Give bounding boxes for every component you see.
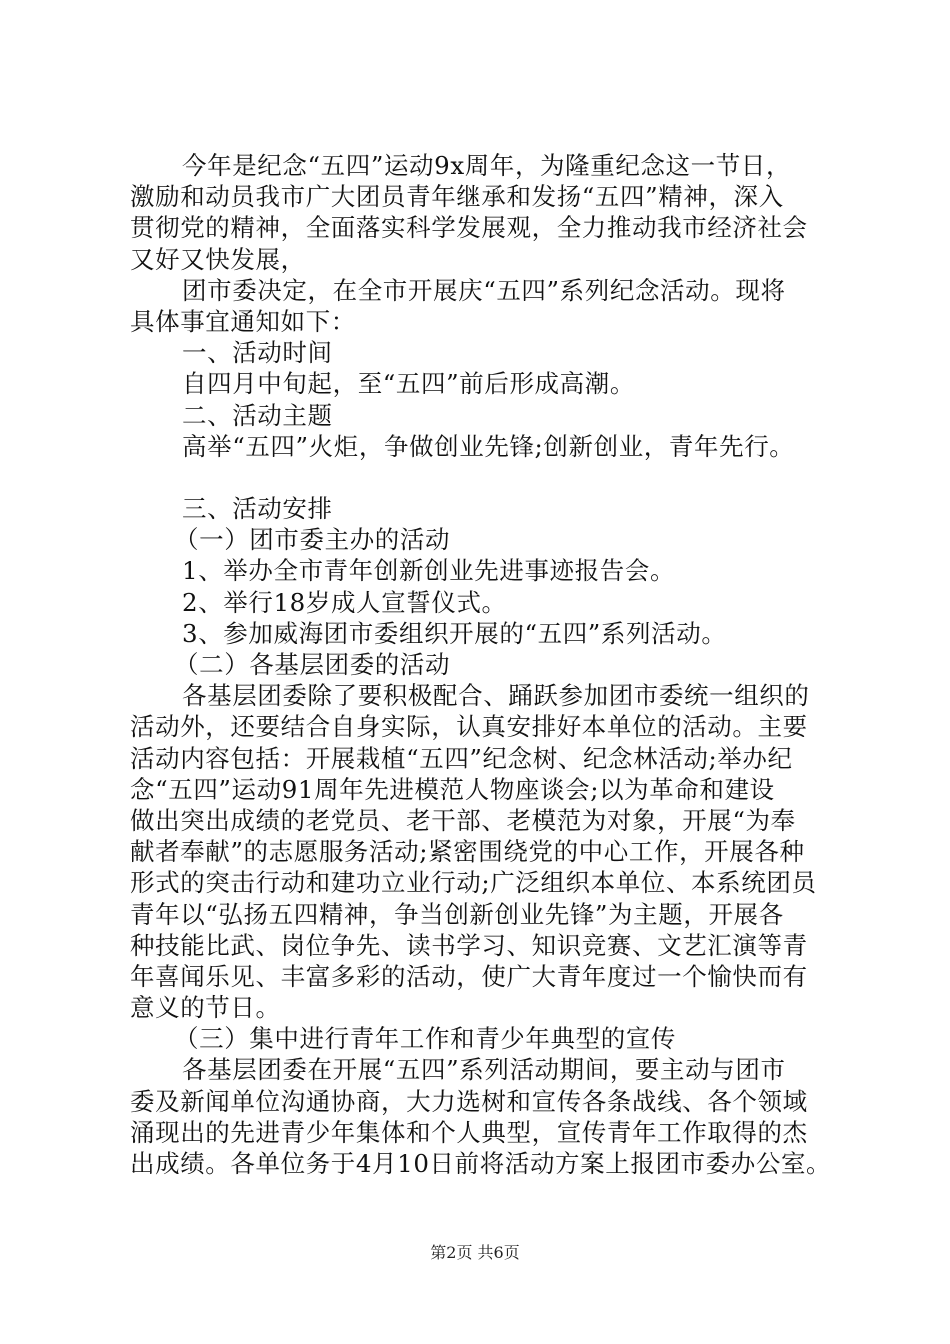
text-line: 贯彻党的精神，全面落实科学发展观，全力推动我市经济社会 xyxy=(130,213,808,243)
text-line: 一、活动时间 xyxy=(182,338,333,368)
text-line: 各基层团委除了要积极配合、踊跃参加团市委统一组织的 xyxy=(182,681,810,711)
text-line: 2、举行18岁成人宣誓仪式。 xyxy=(182,587,507,617)
text-line: 年喜闻乐见、丰富多彩的活动，使广大青年度过一个愉快而有 xyxy=(130,961,808,991)
text-line: 种技能比武、岗位争先、读书学习、知识竞赛、文艺汇演等青 xyxy=(130,930,808,960)
text-line: 献者奉献”的志愿服务活动;紧密围绕党的中心工作，开展各种 xyxy=(130,837,805,867)
text-line: 做出突出成绩的老党员、老干部、老模范为对象，开展“为奉 xyxy=(130,805,796,835)
text-line: 活动外，还要结合自身实际，认真安排好本单位的活动。主要 xyxy=(130,712,808,742)
text-line: 形式的突击行动和建功立业行动;广泛组织本单位、本系统团员 xyxy=(130,868,817,898)
text-line: 今年是纪念“五四”运动9x周年，为隆重纪念这一节日， xyxy=(182,151,792,180)
text-line: 3、参加威海团市委组织开展的“五四”系列活动。 xyxy=(182,618,727,648)
text-line: 三、活动安排 xyxy=(182,494,333,524)
text-line: 出成绩。各单位务于4月10日前将活动方案上报团市委办公室。 xyxy=(130,1149,832,1178)
text-line: 各基层团委在开展“五四”系列活动期间，要主动与团市 xyxy=(182,1055,786,1085)
text-line: 又好又快发展， xyxy=(130,244,306,274)
text-line: 团市委决定，在全市开展庆“五四”系列纪念活动。现将 xyxy=(182,275,786,305)
page-footer: 第2页 共6页 xyxy=(430,1243,520,1262)
text-line: 青年以“弘扬五四精神，争当创新创业先锋”为主题，开展各 xyxy=(130,899,784,929)
text-line: 活动内容包括：开展栽植“五四”纪念树、纪念林活动;举办纪 xyxy=(130,743,793,773)
text-line: 高举“五四”火炬，争做创业先锋;创新创业，青年先行。 xyxy=(182,431,795,461)
text-line xyxy=(130,462,830,493)
text-line: （三）集中进行青年工作和青少年典型的宣传 xyxy=(174,1024,676,1054)
text-line: 具体事宜通知如下： xyxy=(130,306,356,336)
text-line: （一）团市委主办的活动 xyxy=(174,525,451,555)
text-line: 委及新闻单位沟通协商，大力选树和宣传各条战线、各个领域 xyxy=(130,1086,808,1116)
document-body xyxy=(130,150,830,1179)
text-line: 意义的节日。 xyxy=(130,993,281,1023)
text-line: （二）各基层团委的活动 xyxy=(174,650,451,679)
text-line: 激励和动员我市广大团员青年继承和发扬“五四”精神，深入 xyxy=(130,182,784,212)
text-line: 念“五四”运动91周年先进模范人物座谈会;以为革命和建设 xyxy=(130,774,775,804)
text-line: 二、活动主题 xyxy=(182,400,333,430)
text-line: 自四月中旬起，至“五四”前后形成高潮。 xyxy=(182,369,635,399)
text-line: 涌现出的先进青少年集体和个人典型，宣传青年工作取得的杰 xyxy=(130,1117,808,1147)
text-line: 1、举办全市青年创新创业先进事迹报告会。 xyxy=(182,556,676,586)
